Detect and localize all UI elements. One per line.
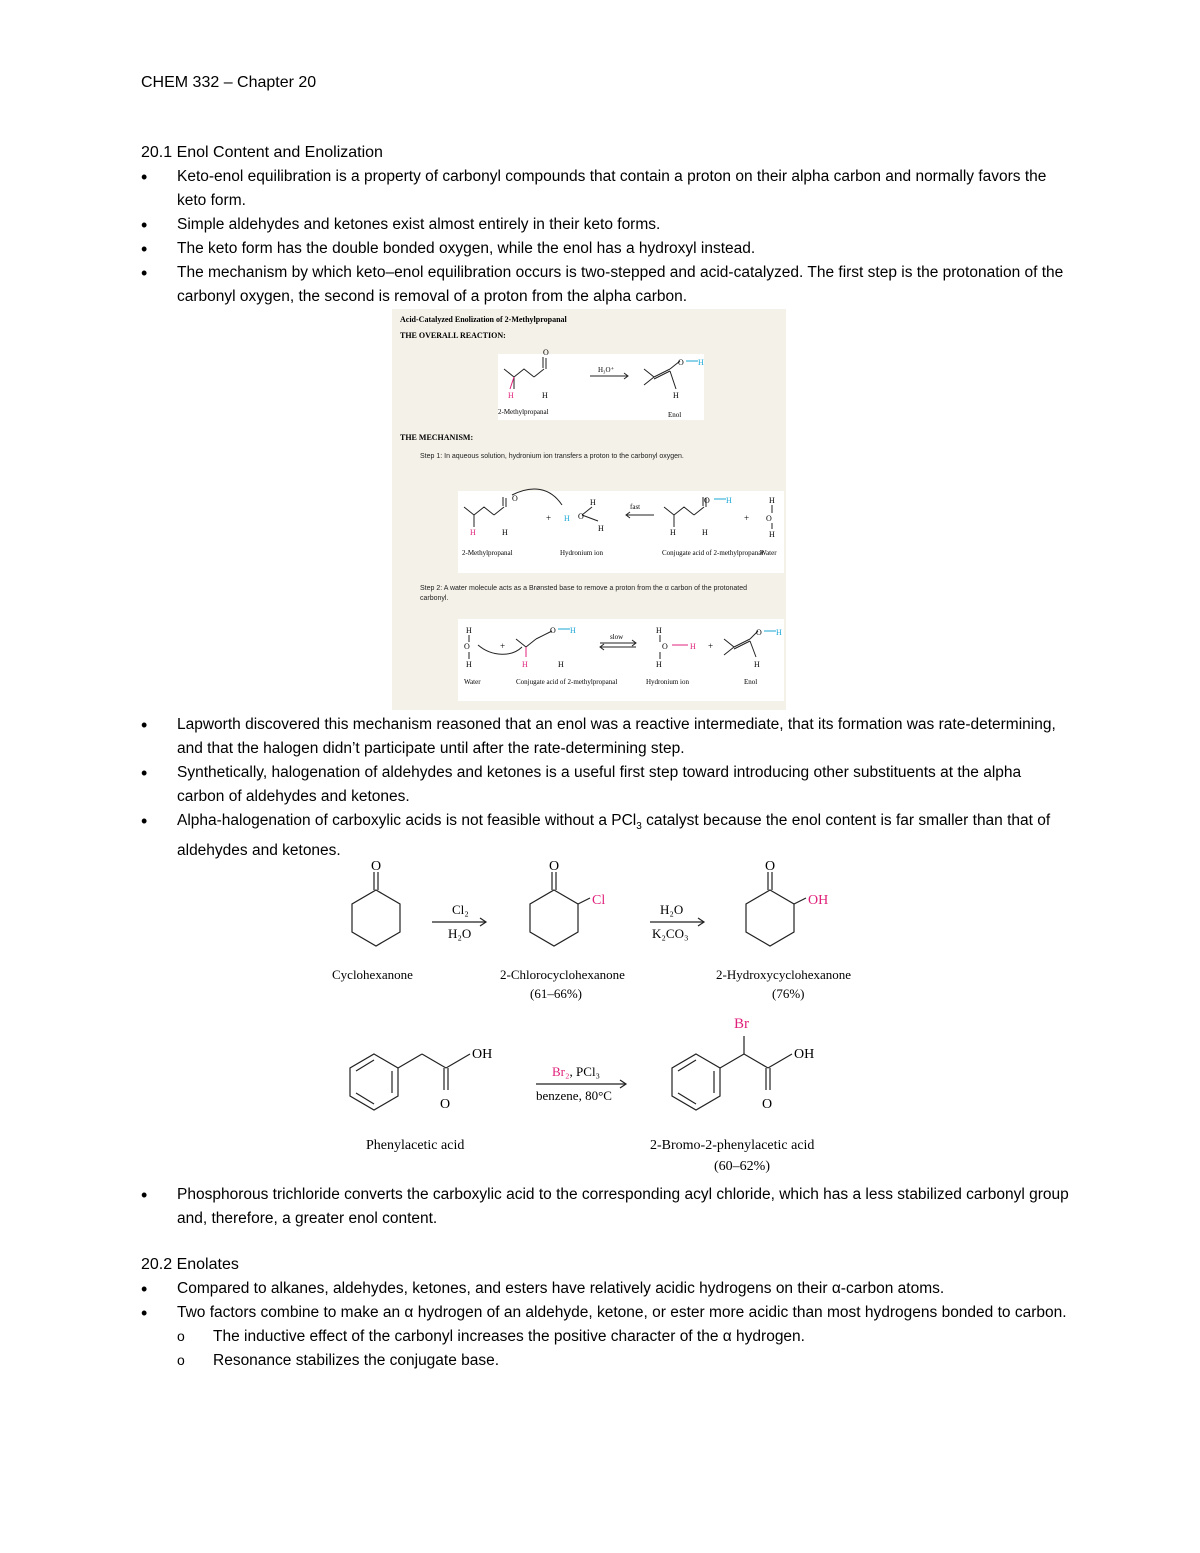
- step2-species-1: Water: [464, 678, 481, 686]
- bullet-list-a: [141, 165, 1071, 309]
- plus-sign: +: [744, 513, 750, 523]
- list-item: • Simple aldehydes and ketones exist almost entirely in their keto forms.: [141, 213, 1071, 237]
- hydroxy-oh: OH: [808, 893, 829, 908]
- overall-label: THE OVERALL REACTION:: [400, 331, 506, 340]
- plus-sign: +: [708, 641, 714, 651]
- compound-hydroxy-yield: (76%): [772, 986, 805, 1001]
- mechanism-label: THE MECHANISM:: [400, 433, 474, 442]
- cyclohexanone-o: O: [371, 860, 382, 874]
- step1-species-3: Conjugate acid of 2-methylpropanal: [662, 549, 764, 557]
- page-header: CHEM 332 – Chapter 20: [141, 74, 317, 91]
- section-heading-20-2: 20.2 Enolates: [141, 1256, 239, 1273]
- list-item: • Lapworth discovered this mechanism reasoned that an enol was a reactive intermediate, that its formation was rate-determining, and that the halogen didn’t participate until after the rate-determining step.: [141, 713, 1071, 761]
- water-h2: H: [769, 530, 775, 539]
- conj-aldehyde-h: H: [702, 528, 708, 537]
- list-item: • The mechanism by which keto–enol equilibration occurs is two-stepped and acid-catalyzed. The first step is the protonation of the carbonyl oxygen, the second is removal of a proton from the alpha carbon.: [141, 261, 1071, 309]
- mechanism-figure: [392, 309, 786, 710]
- plus-sign: +: [500, 641, 506, 651]
- hydronium-o: O: [578, 512, 584, 521]
- reagent3-top: Br₂, PCl₃: [552, 1064, 601, 1079]
- plus-sign: +: [546, 513, 552, 523]
- water-o: O: [766, 514, 772, 523]
- step2-enol-h: H: [776, 628, 782, 637]
- step2-alpha-h: H: [522, 660, 528, 669]
- compound-bromophenylacetic-acid: 2-Bromo-2-phenylacetic acid: [650, 1138, 815, 1153]
- compound-bromo-yield: (60–62%): [714, 1159, 770, 1174]
- step2-text: Step 2: A water molecule acts as a Brønsted base to remove a proton from the α carbon of the protonated carbonyl.: [420, 585, 748, 602]
- step2-hydronium-h2: H: [690, 642, 696, 651]
- list-item: • Phosphorous trichloride converts the carboxylic acid to the corresponding acyl chloride, which has a less stabilized carbonyl group and, therefore, a greater enol content.: [141, 1183, 1071, 1231]
- pcl3-text-after: catalyst because the enol content is far smaller than that of aldehydes and ketones.: [177, 812, 1051, 860]
- step2-hydronium-h: H: [656, 626, 662, 635]
- step2-conj-o: O: [550, 626, 556, 635]
- conj-alpha-h: H: [670, 528, 676, 537]
- figure-title: Acid-Catalyzed Enolization of 2-Methylpropanal: [400, 315, 567, 324]
- compound-chlorocyclohexanone: 2-Chlorocyclohexanone: [500, 967, 625, 982]
- reagent3-bottom: benzene, 80°C: [536, 1088, 612, 1103]
- list-item: [141, 1301, 1071, 1373]
- step1-rate: fast: [630, 503, 641, 511]
- reagent2-bottom: K₂CO₃: [652, 926, 689, 941]
- step2-enol-o: O: [756, 628, 762, 637]
- sub-list-item: o Resonance stabilizes the conjugate base.: [177, 1349, 1071, 1373]
- step2-rate: slow: [610, 633, 624, 641]
- overall-reagent: H₃O⁺: [598, 366, 615, 374]
- list-item-text: Two factors combine to make an α hydrogen of an aldehyde, ketone, or ester more acidic than most hydrogens bonded to carbon.: [177, 1304, 1067, 1321]
- step2-conj-h: H: [570, 626, 576, 635]
- bromo-oh: OH: [794, 1047, 815, 1062]
- hydronium-h3: H: [598, 524, 604, 533]
- phenylacetic-oh: OH: [472, 1047, 493, 1062]
- list-item: • Synthetically, halogenation of aldehydes and ketones is a useful first step toward introducing other substituents at the alpha carbon of aldehydes and ketones.: [141, 761, 1071, 809]
- reagent1-bottom: H₂O: [448, 926, 472, 941]
- water-h: H: [769, 496, 775, 505]
- step2-water-h: H: [466, 626, 472, 635]
- bullet-list-enolates: [141, 1277, 1071, 1373]
- list-item: • Compared to alkanes, aldehydes, ketones, and esters have relatively acidic hydrogens on their α-carbon atoms.: [141, 1277, 1071, 1301]
- enol-vinyl-h: H: [673, 391, 679, 400]
- step1-alpha-h: H: [470, 528, 476, 537]
- section-heading-20-1: 20.1 Enol Content and Enolization: [141, 144, 383, 161]
- chloro-o: O: [549, 860, 560, 874]
- reagent1-top: Cl₂: [452, 902, 469, 917]
- step1-species-2: Hydronium ion: [560, 549, 603, 557]
- step2-water-h2: H: [466, 660, 472, 669]
- step2-aldehyde-h: H: [558, 660, 564, 669]
- hydronium-h: H: [564, 514, 570, 523]
- enol-h: H: [698, 358, 704, 367]
- overall-o: O: [543, 348, 549, 357]
- bullet-list-b: [141, 713, 1071, 863]
- chloro-cl: Cl: [592, 893, 606, 908]
- compound-chloro-yield: (61–66%): [530, 986, 582, 1001]
- step1-species-1: 2-Methylpropanal: [462, 549, 513, 557]
- list-item: • Keto-enol equilibration is a property of carbonyl compounds that contain a proton on their alpha carbon and normally favors the keto form.: [141, 165, 1071, 213]
- conj-acid-h: H: [726, 496, 732, 505]
- hydroxy-o: O: [765, 860, 776, 874]
- hydronium-h2: H: [590, 498, 596, 507]
- overall-aldehyde-h: H: [542, 391, 548, 400]
- list-item: [141, 809, 1071, 863]
- reactant-label: 2-Methylpropanal: [498, 408, 549, 416]
- step2-species-2: Conjugate acid of 2-methylpropanal: [516, 678, 618, 686]
- list-item: • The keto form has the double bonded oxygen, while the enol has a hydroxyl instead.: [141, 237, 1071, 261]
- enol-o: O: [678, 358, 684, 367]
- phenylacetic-o: O: [440, 1097, 451, 1112]
- step2-hydronium-h3: H: [656, 660, 662, 669]
- bromo-o: O: [762, 1097, 773, 1112]
- step2-hydronium-o: O: [662, 642, 668, 651]
- product-label: Enol: [668, 411, 682, 419]
- step1-species-4: Water: [760, 549, 777, 557]
- step1-o: O: [512, 494, 518, 503]
- pcl3-text-before: Alpha-halogenation of carboxylic acids is not feasible without a PCl: [177, 812, 637, 829]
- step2-species-4: Enol: [744, 678, 758, 686]
- conj-acid-o: O: [704, 496, 710, 505]
- step2-species-3: Hydronium ion: [646, 678, 689, 686]
- step2-water-o: O: [464, 642, 470, 651]
- sub-list-item: o The inductive effect of the carbonyl increases the positive character of the α hydrogen.: [177, 1325, 1071, 1349]
- compound-phenylacetic-acid: Phenylacetic acid: [366, 1138, 465, 1153]
- overall-alpha-h: H: [508, 391, 514, 400]
- halogenation-figure: [326, 860, 876, 1180]
- step2-enol-vinyl-h: H: [754, 660, 760, 669]
- step1-aldehyde-h: H: [502, 528, 508, 537]
- bullet-list-c: [141, 1183, 1071, 1231]
- compound-hydroxycyclohexanone: 2-Hydroxycyclohexanone: [716, 967, 852, 982]
- pcl3-subscript: 3: [636, 821, 642, 833]
- step1-text: Step 1: In aqueous solution, hydronium ion transfers a proton to the carbonyl oxygen.: [420, 453, 684, 460]
- compound-cyclohexanone: Cyclohexanone: [332, 967, 413, 982]
- sub-bullet-list: [177, 1325, 1071, 1373]
- reagent2-top: H₂O: [660, 902, 684, 917]
- bromo-br: Br: [734, 1016, 749, 1032]
